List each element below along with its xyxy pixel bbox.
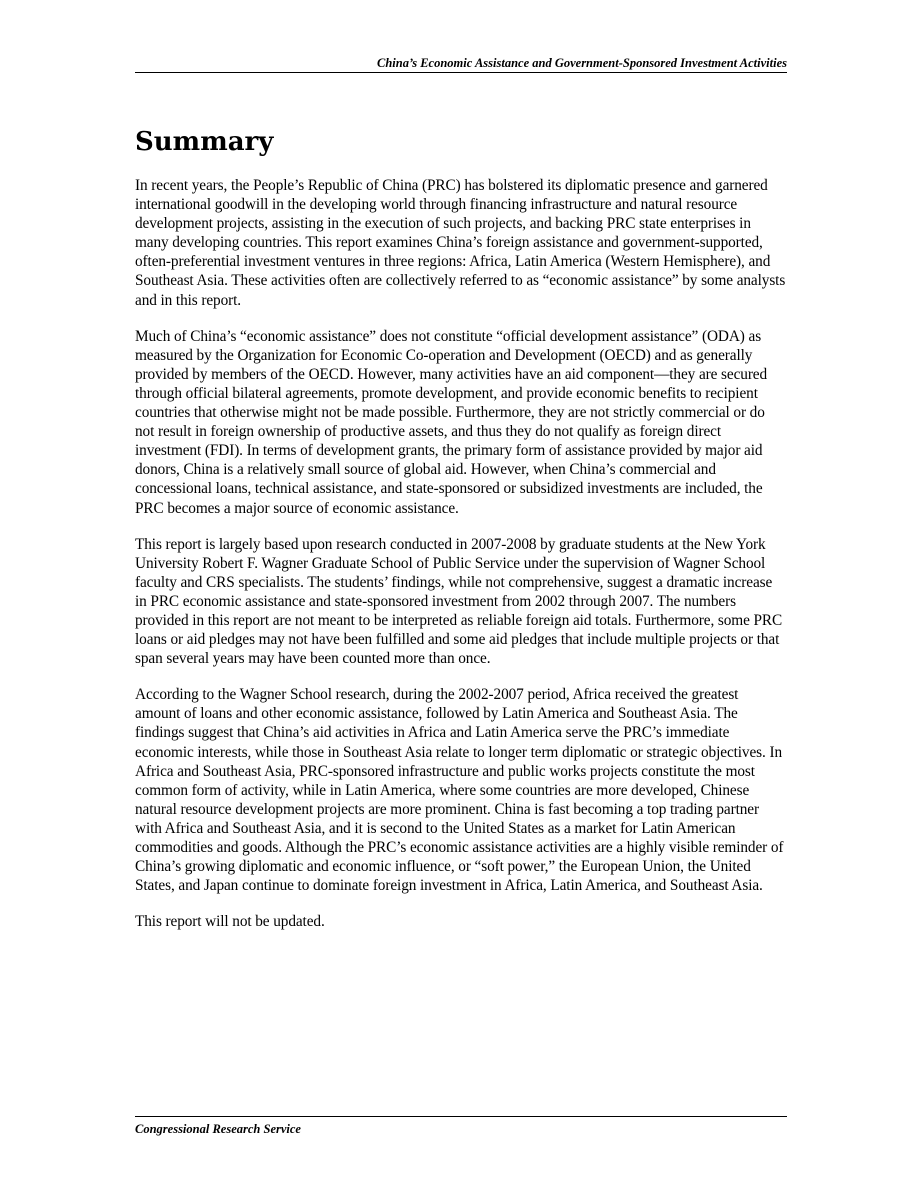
running-footer: Congressional Research Service xyxy=(135,1122,301,1136)
header-rule xyxy=(135,72,787,73)
paragraph-oda: Much of China’s “economic assistance” does not constitute “official development assistance” (ODA) as measured by the Organization for Economic Co-operation and Development (OECD) and as generally provided by members of the OECD. However, many activities have an aid component—they are secured through official bilateral agreements, promote development, and provide economic benefits to recipient countries that otherwise might not be made possible. Furthermore, they are not strictly commercial or do not result in foreign ownership of productive assets, and thus they do not qualify as foreign direct investment (FDI). In terms of development grants, the primary form of assistance provided by major aid donors, China is a relatively small source of global aid. However, when China’s commercial and concessional loans, technical assistance, and state-sponsored or subsidized investments are included, the PRC becomes a major source of economic assistance. xyxy=(135,327,768,517)
footer-rule xyxy=(135,1116,787,1117)
paragraph-research: This report is largely based upon research conducted in 2007-2008 by graduate students at the New York University Robert F. Wagner Graduate School of Public Service under the supervision of Wagner School faculty and CRS specialists. The students’ findings, while not comprehensive, suggest a dramatic increase in PRC economic assistance and state-sponsored investment from 2002 through 2007. The numbers provided in this report are not meant to be interpreted as reliable foreign aid totals. Furthermore, some PRC loans or aid pledges may not have been fulfilled and some aid pledges that include multiple projects or that span several years may have been counted more than once. xyxy=(135,535,783,668)
summary-body xyxy=(135,176,787,948)
paragraph-findings: According to the Wagner School research, during the 2002-2007 period, Africa received the greatest amount of loans and other economic assistance, followed by Latin America and Southeast Asia. The findings suggest that China’s aid activities in Africa and Latin America serve the PRC’s immediate economic interests, while those in Southeast Asia relate to longer term diplomatic or strategic objectives. In Africa and Southeast Asia, PRC-sponsored infrastructure and public works projects constitute the most common form of activity, while in Latin America, where some countries are more developed, Chinese natural resource development projects are more prominent. China is fast becoming a top trading partner with Africa and Southeast Asia, and it is second to the United States as a market for Latin American commodities and goods. Although the PRC’s economic assistance activities are a highly visible reminder of China’s growing diplomatic and economic influence, or “soft power,” the European Union, the United States, and Japan continue to dominate foreign investment in Africa, Latin America, and Southeast Asia. xyxy=(135,686,784,895)
paragraph-update-note: This report will not be updated. xyxy=(135,913,325,931)
running-header: China’s Economic Assistance and Government-Sponsored Investment Activities xyxy=(377,56,787,70)
page-title: Summary xyxy=(135,127,274,157)
paragraph-intro: In recent years, the People’s Republic of China (PRC) has bolstered its diplomatic presence and garnered international goodwill in the developing world through financing infrastructure and natural resource development projects, assisting in the execution of such projects, and backing PRC state enterprises in many developing countries. This report examines China’s foreign assistance and government-supported, often-preferential investment ventures in three regions: Africa, Latin America (Western Hemisphere), and Southeast Asia. These activities often are collectively referred to as “economic assistance” by some analysts and in this report. xyxy=(135,177,786,309)
